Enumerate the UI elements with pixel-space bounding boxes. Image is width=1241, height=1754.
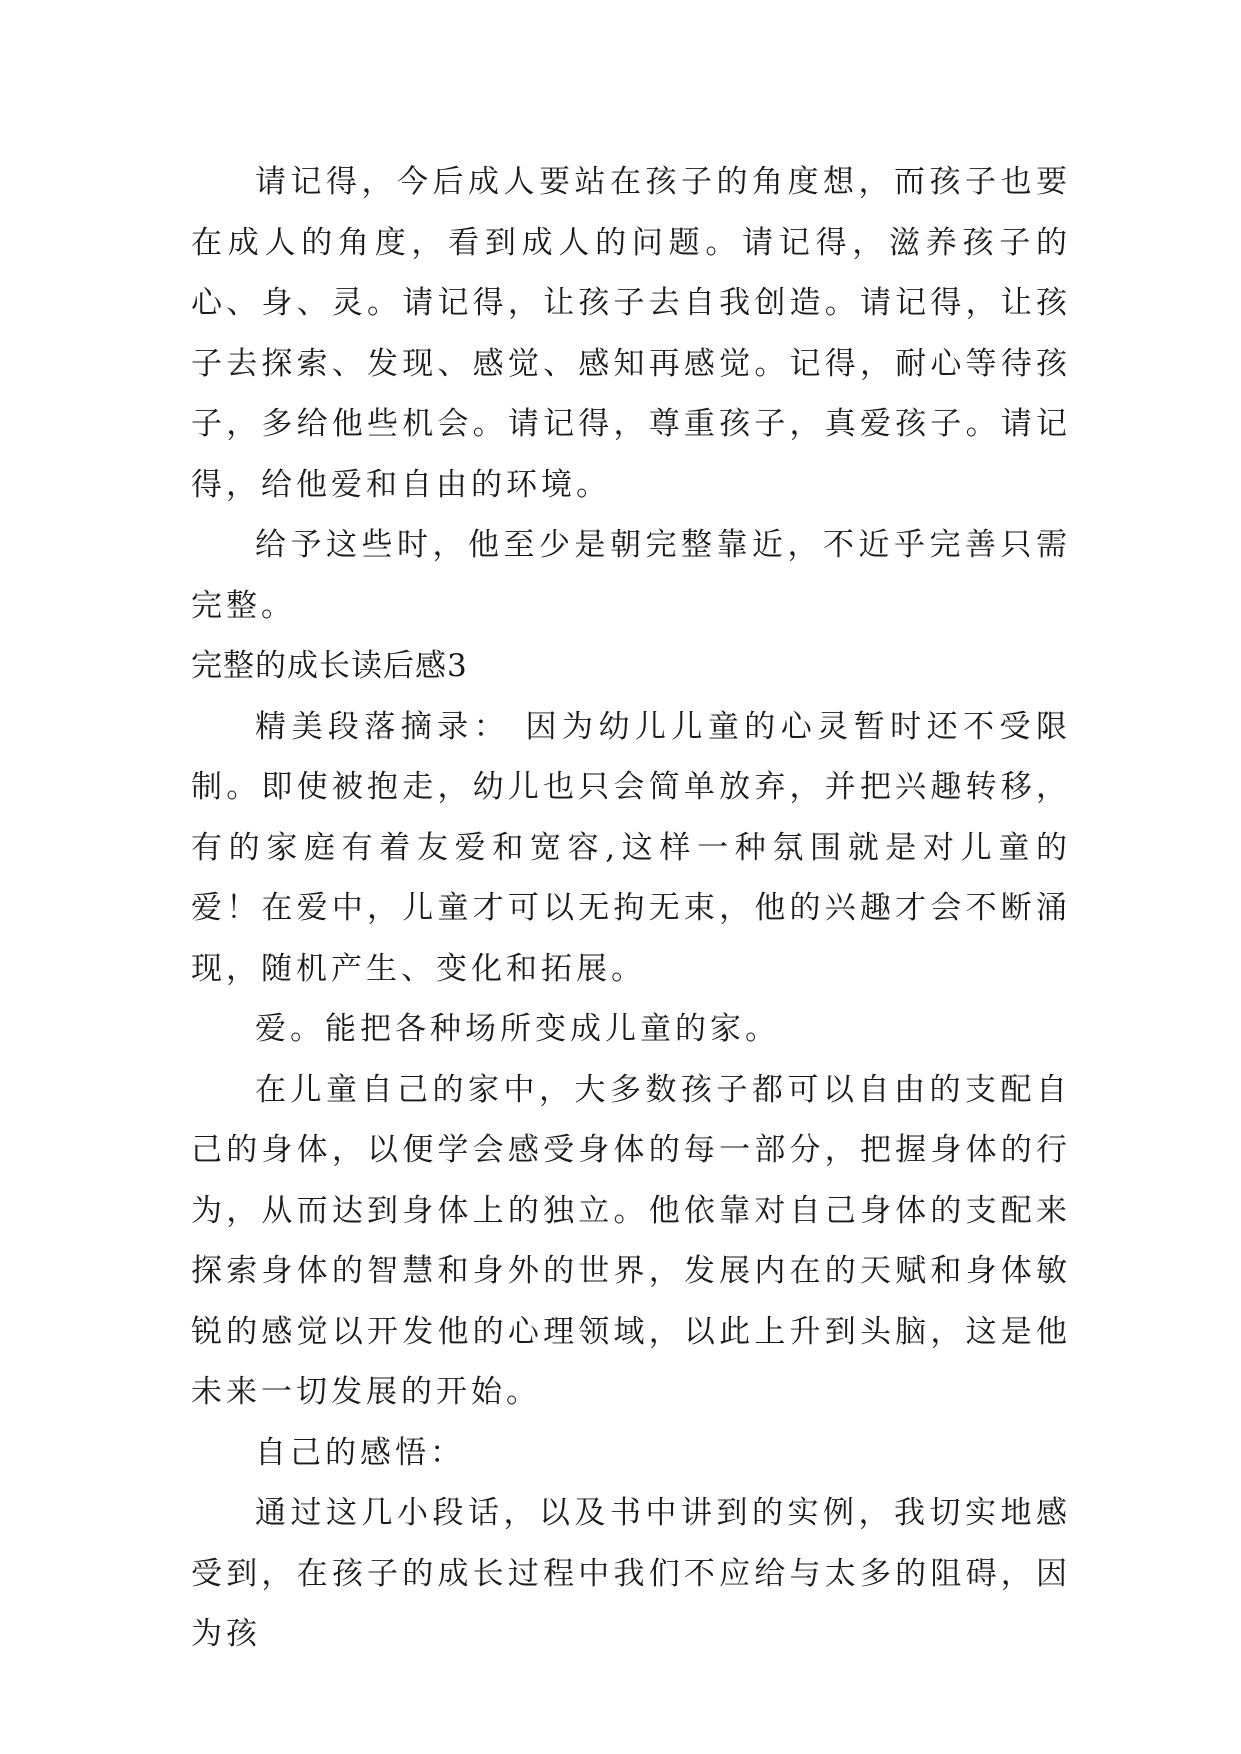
document-body: [191, 152, 1071, 1665]
paragraph: 爱。能把各种场所变成儿童的家。: [255, 1011, 780, 1047]
paragraph: 给予这些时，他至少是朝完整靠近，不近乎完善只需完整。: [191, 527, 1071, 624]
paragraph: 在儿童自己的家中，大多数孩子都可以自由的支配自己的身体，以便学会感受身体的每一部分，把握身体的行为，从而达到身体上的独立。他依靠对自己身体的支配来探索身体的智慧和身外的世界，发展内在的天赋和身体敏锐的感觉以开发他的心理领域，以此上升到头脑，这是他未来一切发展的开始。: [191, 1071, 1071, 1410]
paragraph: 通过这几小段话，以及书中讲到的实例，我切实地感受到，在孩子的成长过程中我们不应给与太多的阻碍，因为孩: [191, 1495, 1071, 1652]
paragraph: 精美段落摘录： 因为幼儿儿童的心灵暂时还不受限制。即使被抱走，幼儿也只会简单放弃，并把兴趣转移，有的家庭有着友爱和宽容,这样一种氛围就是对儿童的爱！在爱中，儿童才可以无拘无束，他的兴趣才会不断涌现，随机产生、变化和拓展。: [191, 708, 1071, 987]
section-title: 完整的成长读后感3: [191, 648, 468, 684]
paragraph: 请记得，今后成人要站在孩子的角度想，而孩子也要在成人的角度，看到成人的问题。请记得，滋养孩子的心、身、灵。请记得，让孩子去自我创造。请记得，让孩子去探索、发现、感觉、感知再感觉。记得，耐心等待孩子，多给他些机会。请记得，尊重孩子，真爱孩子。请记得，给他爱和自由的环境。: [191, 164, 1071, 503]
paragraph: 自己的感悟：: [255, 1434, 465, 1471]
